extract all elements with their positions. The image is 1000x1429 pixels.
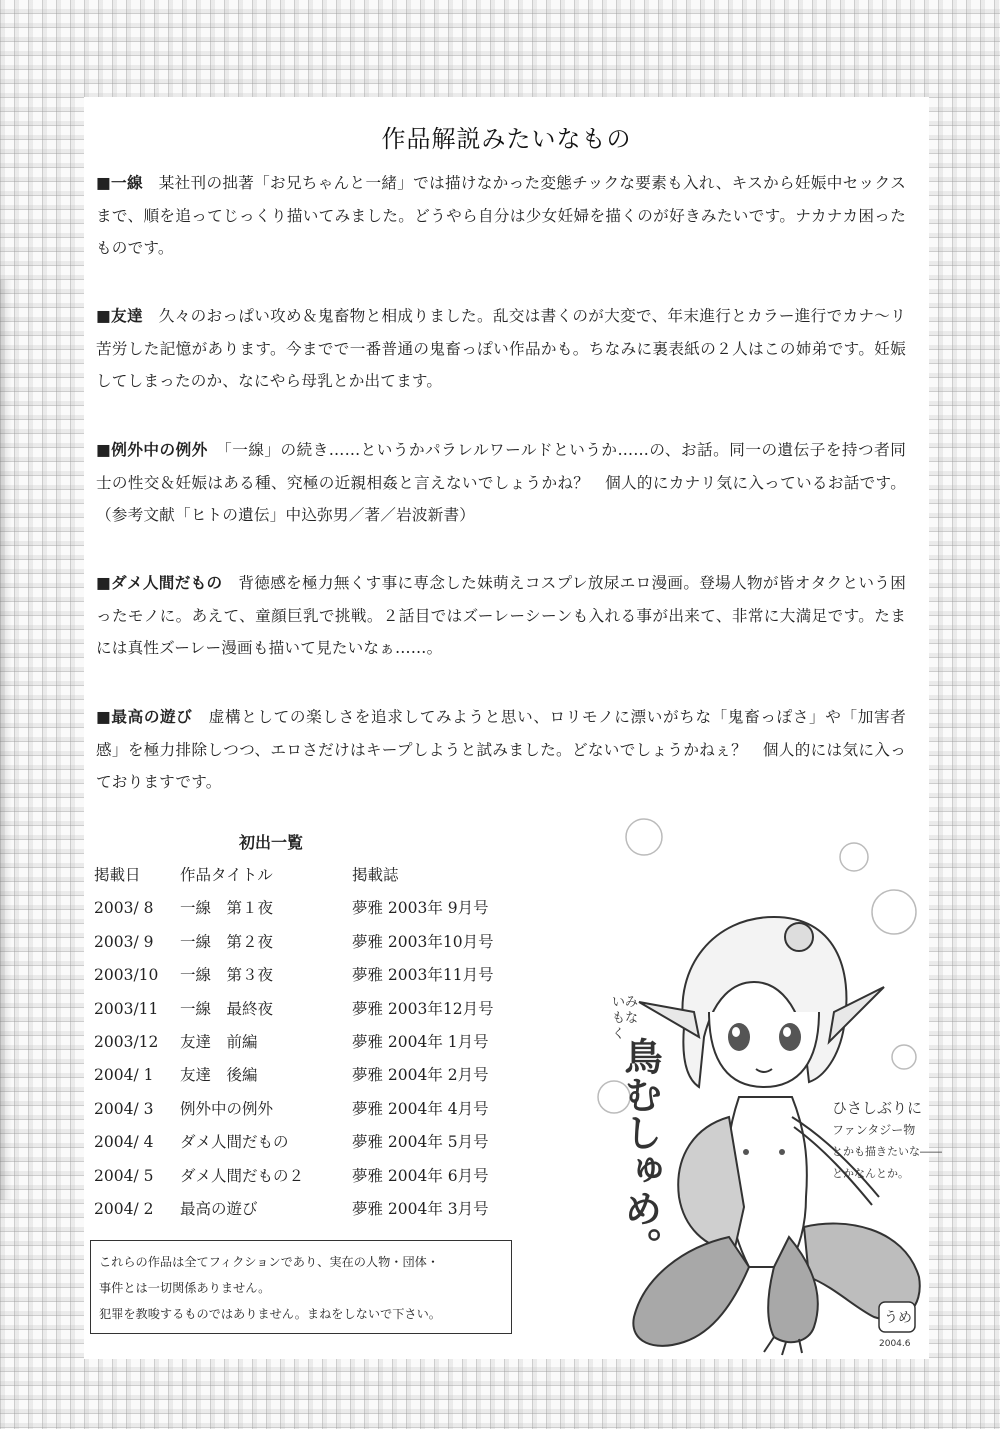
cell-date: 2003/10 (94, 966, 159, 985)
harpy-drawing (524, 797, 924, 1357)
cell-date: 2004/ 1 (94, 1066, 154, 1085)
cell-date: 2003/11 (94, 999, 159, 1018)
column-header-date: 掲載日 (94, 866, 141, 884)
artist-signature: うめ (884, 1310, 912, 1326)
section-heading: ■友達 (96, 307, 143, 325)
section-text: 久々のおっぱい攻め＆鬼畜物と相成りました。乱交は書くのが大変で、年末進行とカラー進行でカナ〜リ苦労した記憶があります。今までで一番普通の鬼畜っぽい作品かも。ちなみに裏表紙の２人はこの姉弟です。妊娠してしまったのか、なにやら母乳とか出てます。 (96, 307, 907, 390)
cell-date: 2003/12 (94, 1032, 159, 1051)
section-text: 某社刊の拙著「お兄ちゃんと一緒」では描けなかった変態チックな要素も入れ、キスから妊娠中セックスまで、順を追ってじっくり描いてみました。どうやら自分は少女妊婦を描くのが好きみたいです。ナカナカ困ったものです。 (96, 174, 906, 257)
section-text: 「一線」の続き……というかパラレルワールドというか……の、お話。同一の遺伝子を持つ者同士の性交＆妊娠はある種、究極の近親相姦と言えないでしょうかね？ 個人的にカナリ気に入っているお話です。（参考文献「ヒトの遺伝」中込弥男／著／岩波新書） (96, 441, 906, 524)
harpy-illustration (524, 797, 942, 1357)
cell-magazine: 夢雅 2004年 1月号 (352, 1032, 489, 1051)
page-title: 作品解説みたいなもの (381, 125, 632, 153)
section-heading: ■最高の遊び (96, 708, 193, 726)
page-edge-shadow (0, 280, 12, 1200)
handwriting-line: ひさしぶりに (832, 1099, 923, 1117)
cell-magazine: 夢雅 2003年10月号 (352, 932, 494, 951)
cell-magazine: 夢雅 2003年11月号 (352, 966, 494, 985)
handwriting-line: ファンタジー物 (832, 1123, 916, 1137)
cell-date: 2004/ 4 (94, 1133, 154, 1152)
handwriting-tori-mushume: 鳥むしゅめ。 (618, 1037, 662, 1265)
section-dame-ningen (96, 567, 906, 665)
cell-date: 2004/ 5 (94, 1166, 154, 1185)
first-appearance-title: 初出一覧 (239, 833, 304, 852)
cell-magazine: 夢雅 2003年 9月号 (352, 899, 489, 918)
disclaimer-line: これらの作品は全てフィクションであり、実在の人物・団体・ (99, 1255, 440, 1269)
handwriting-line: とかも描きたいな―― (832, 1145, 942, 1158)
cell-magazine: 夢雅 2004年 2月号 (352, 1066, 489, 1085)
cell-magazine: 夢雅 2003年12月号 (352, 999, 494, 1018)
disclaimer-line: 事件とは一切関係ありません。 (99, 1281, 271, 1295)
cell-title: ダメ人間だもの (180, 1133, 289, 1152)
section-heading: ■ダメ人間だもの (96, 574, 223, 592)
section-saikou (96, 701, 906, 799)
handwriting-imimonaku: いみもなく (612, 995, 639, 1042)
cell-date: 2004/ 2 (94, 1199, 154, 1218)
cell-title: 一線 最終夜 (180, 999, 274, 1018)
cell-magazine: 夢雅 2004年 6月号 (352, 1166, 489, 1185)
content-panel (84, 97, 942, 1359)
cell-title: 最高の遊び (180, 1199, 258, 1218)
handwriting-comment (832, 1097, 962, 1185)
section-reigai (96, 434, 906, 532)
cell-date: 2003/ 8 (94, 899, 154, 918)
cell-magazine: 夢雅 2004年 3月号 (352, 1199, 489, 1218)
section-heading: ■一線 (96, 174, 143, 192)
cell-magazine: 夢雅 2004年 4月号 (352, 1099, 489, 1118)
cell-magazine: 夢雅 2004年 5月号 (352, 1133, 489, 1152)
column-header-title: 作品タイトル (180, 866, 273, 884)
section-heading: ■例外中の例外 (96, 441, 208, 459)
section-text: 背徳感を極力無くす事に専念した妹萌えコスプレ放尿エロ漫画。登場人物が皆オタクという困ったモノに。あえて、童顔巨乳で挑戦。２話目ではズーレーシーンも入れる事が出来て、非常に大満足です。たまには真性ズーレー漫画も描いて見たいなぁ……。 (96, 574, 906, 657)
section-tomodachi (96, 300, 906, 398)
cell-title: 一線 第２夜 (180, 932, 274, 951)
section-issen (96, 167, 906, 265)
column-header-magazine: 掲載誌 (352, 866, 399, 884)
handwriting-line: とかなんとか。 (832, 1167, 909, 1180)
artist-date: 2004.6 (879, 1339, 911, 1349)
cell-title: 友達 前編 (180, 1032, 258, 1051)
disclaimer-line: 犯罪を教唆するものではありません。まねをしないで下さい。 (99, 1307, 441, 1321)
cell-date: 2004/ 3 (94, 1099, 154, 1118)
cell-title: 友達 後編 (180, 1066, 258, 1085)
disclaimer-box (90, 1240, 512, 1334)
cell-title: 一線 第１夜 (180, 899, 274, 918)
cell-title: 一線 第３夜 (180, 966, 274, 985)
cell-title: 例外中の例外 (180, 1099, 274, 1118)
cell-date: 2003/ 9 (94, 932, 154, 951)
section-text: 虚構としての楽しさを追求してみようと思い、ロリモノに漂いがちな「鬼畜っぽさ」や「加害者感」を極力排除しつつ、エロさだけはキープしようと試みました。どないでしょうかねぇ？ 個人的には気に入っておりますです。 (96, 708, 906, 791)
cell-title: ダメ人間だもの２ (180, 1166, 305, 1185)
